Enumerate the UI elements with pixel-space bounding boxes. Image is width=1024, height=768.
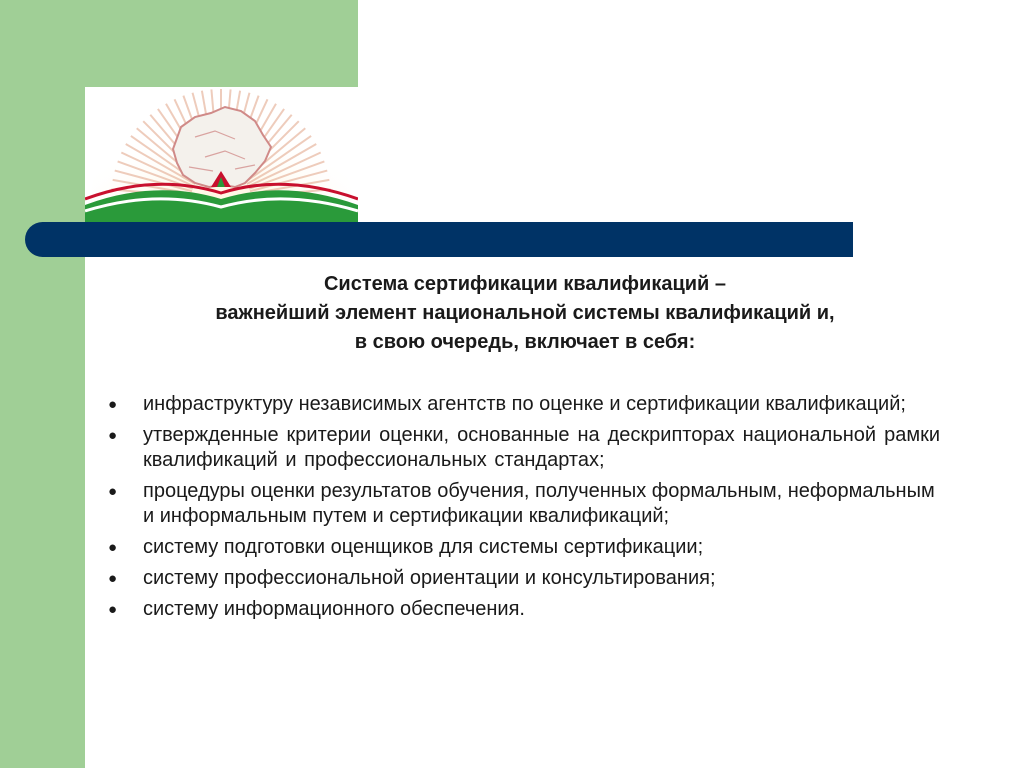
list-item bbox=[100, 479, 940, 529]
list-item-text: утвержденные критерии оценки, основанные на дескрипторах национальной рамки квалификаций и профессиональных стандартах; bbox=[143, 424, 940, 471]
bullet-icon: ● bbox=[108, 601, 118, 618]
list-item bbox=[100, 566, 940, 591]
list-item bbox=[100, 597, 940, 622]
heading-line-1: Система сертификации квалификаций – bbox=[323, 273, 727, 295]
top-green-band bbox=[85, 0, 358, 87]
list-item-text: процедуры оценки результатов обучения, полученных формальным, неформальным и информальным путем и сертификации квалификаций; bbox=[143, 480, 935, 527]
list-item bbox=[100, 423, 940, 473]
heading-line-3: в свою очередь, включает в себя: bbox=[354, 331, 696, 353]
list-item-text: систему информационного обеспечения. bbox=[143, 598, 525, 620]
list-item-text: инфраструктуру независимых агентств по оценке и сертификации квалификаций; bbox=[143, 393, 906, 415]
belarus-map-logo bbox=[85, 87, 358, 223]
title-bar bbox=[25, 222, 853, 257]
list-item bbox=[100, 392, 940, 417]
heading-line-2: важнейший элемент национальной системы квалификаций и, bbox=[215, 302, 835, 324]
bullet-list bbox=[100, 392, 940, 628]
bullet-icon: ● bbox=[108, 570, 118, 587]
list-item-text: систему профессиональной ориентации и консультирования; bbox=[143, 567, 716, 589]
bullet-icon: ● bbox=[108, 427, 118, 444]
belarus-map-sunrise-icon bbox=[85, 87, 358, 223]
list-item-text: систему подготовки оценщиков для системы сертификации; bbox=[143, 536, 704, 558]
list-item bbox=[100, 535, 940, 560]
bullet-icon: ● bbox=[108, 483, 118, 500]
slide-heading bbox=[95, 270, 955, 357]
left-green-band bbox=[0, 0, 85, 768]
bullet-icon: ● bbox=[108, 396, 118, 413]
bullet-icon: ● bbox=[108, 539, 118, 556]
